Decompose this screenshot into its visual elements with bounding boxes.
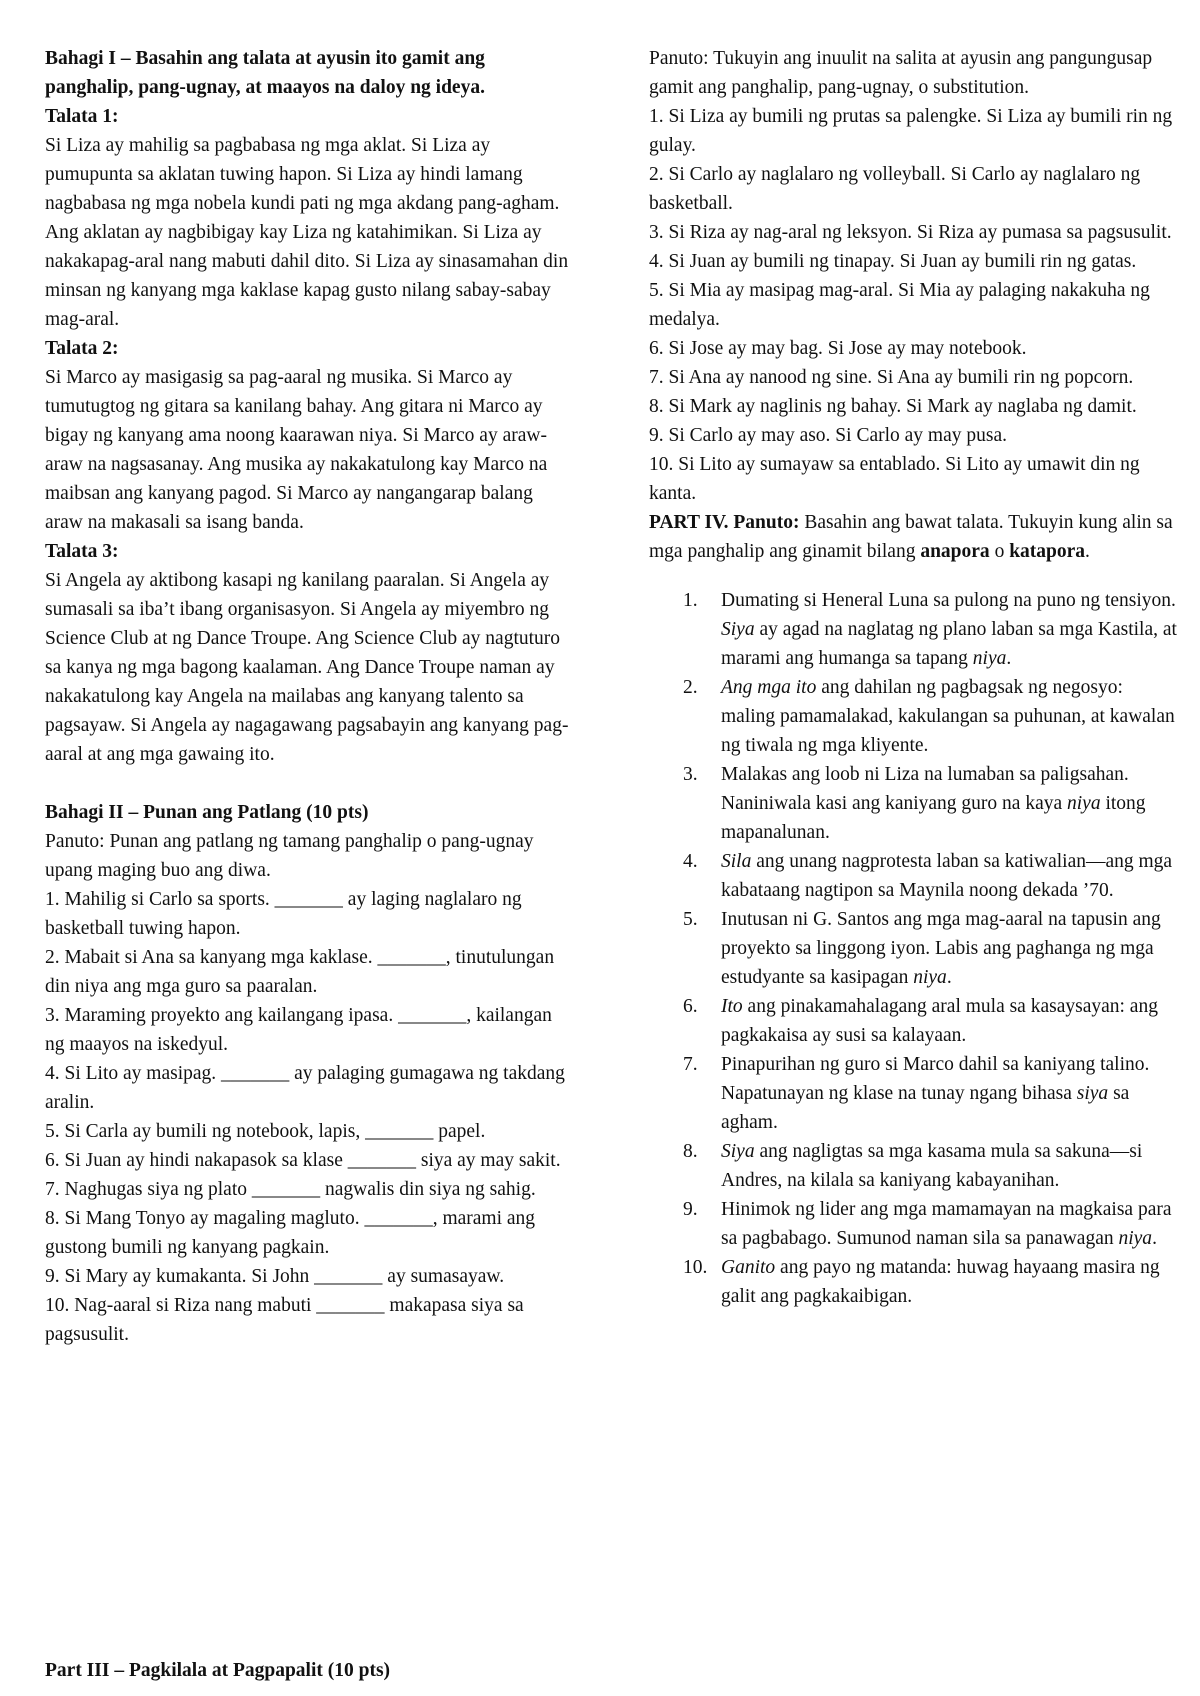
part4-instr-text: Basahin ang bawat talata. Tukuyin kung alin sa mga panghalip ang ginamit bilang [649,512,1173,562]
part3-item-9: 9. Si Carlo ay may aso. Si Carlo ay may pusa. [649,425,1007,446]
katapora-term: katapora [1009,541,1086,562]
item-text: ang payo ng matanda: huwag hayaang masira ng galit ang pagkakaibigan. [721,1257,1160,1307]
pronoun-highlight: Ang mga ito [721,677,817,698]
part2-item-8: 8. Si Mang Tonyo ay magaling magluto. _______, marami ang gustong bumili ng kanyang pagkain. [45,1208,536,1258]
part3-item-8: 8. Si Mark ay naglinis ng bahay. Si Mark ay naglaba ng damit. [649,396,1137,417]
item-number: 9. [683,1199,698,1220]
part3-item-10: 10. Si Lito ay sumayaw sa entablado. Si Lito ay umawit din ng kanta. [649,454,1140,504]
part4-item-2 [649,673,1179,760]
part3-item-7: 7. Si Ana ay nanood ng sine. Si Ana ay bumili rin ng popcorn. [649,367,1134,388]
paragraph-3-text: Si Angela ay aktibong kasapi ng kanilang paaralan. Si Angela ay sumasali sa iba’t ibang organisasyon. Si Angela ay miyembro ng Science Club at ng Dance Troupe. Ang Science Club ay nagtuturo sa kanya ng mga bagong kaalaman. Ang Dance Troupe naman ay nakakatulong kay Angela na mailabas ang kanyang talento sa pagsayaw. Si Angela ay nagagawang pagsabayin ang kanyang pag-aaral at ang mga gawaing ito. [45,570,569,765]
item-text: ang pinakamahalagang aral mula sa kasaysayan: ang pagkakaisa ay susi sa kalayaan. [721,996,1158,1046]
anapora-term: anapora [920,541,990,562]
part2-item-10: 10. Nag-aaral si Riza nang mabuti _______ makapasa siya sa pagsusulit. [45,1295,524,1345]
part3-item-1: 1. Si Liza ay bumili ng prutas sa palengke. Si Liza ay bumili rin ng gulay. [649,106,1173,156]
item-number: 2. [683,677,698,698]
part4-item-9 [649,1195,1179,1253]
item-text: . [1006,648,1012,669]
item-text: Hinimok ng lider ang mga mamamayan na magkaisa para sa pagbabago. Sumunod naman sila sa panawagan [721,1199,1172,1249]
part4-item-10 [649,1253,1179,1311]
pronoun-highlight: niya [1067,793,1101,814]
item-text: ay agad na naglatag ng plano laban sa mga Kastila, at marami ang humanga sa tapang [721,619,1177,669]
part4-instructions [649,508,1179,566]
part2-item-6: 6. Si Juan ay hindi nakapasok sa klase _______ siya ay may sakit. [45,1150,561,1171]
part4-item-5 [649,905,1179,992]
pronoun-highlight: siya [1076,1083,1109,1104]
pronoun-highlight: Ganito [721,1257,776,1278]
item-number: 10. [683,1257,708,1278]
item-number: 5. [683,909,698,930]
part4-title: PART IV. Panuto: [649,512,800,533]
paragraph-2-text: Si Marco ay masigasig sa pag-aaral ng musika. Si Marco ay tumutugtog ng gitara sa kanilang bahay. Ang gitara ni Marco ay bigay ng kanyang ama noong kaarawan niya. Si Marco ay araw-araw na nagsasanay. Ang musika ay nakakatulong kay Marco na maibsan ang kanyang pagod. Si Marco ay nangangarap balang araw na makasali sa isang banda. [45,367,548,533]
part2-item-2: 2. Mabait si Ana sa kanyang mga kaklase. _______, tinutulungan din niya ang mga guro sa paaralan. [45,947,555,997]
part3-item-3: 3. Si Riza ay nag-aral ng leksyon. Si Riza ay pumasa sa pagsusulit. [649,222,1172,243]
part2-item-7: 7. Naghugas siya ng plato _______ nagwalis din siya ng sahig. [45,1179,536,1200]
item-number: 8. [683,1141,698,1162]
part3-item-4: 4. Si Juan ay bumili ng tinapay. Si Juan ay bumili rin ng gatas. [649,251,1137,272]
paragraph-1-text: Si Liza ay mahilig sa pagbabasa ng mga aklat. Si Liza ay pumupunta sa aklatan tuwing hapon. Si Liza ay hindi lamang nagbabasa ng mga nobela kundi pati ng mga akdang pang-agham. Ang aklatan ay nagbibigay kay Liza ng katahimikan. Si Liza ay nakakapag-aral nang mabuti dahil dito. Si Liza ay sinasamahan din minsan ng kanyang mga kaklase kapag gusto nilang sabay-sabay mag-aral. [45,135,569,330]
item-text: ang nagligtas sa mga kasama mula sa sakuna—si Andres, na kilala sa kaniyang kabayanihan. [721,1141,1143,1191]
part2-item-5: 5. Si Carla ay bumili ng notebook, lapis, _______ papel. [45,1121,486,1142]
item-text: itong mapanalunan. [721,793,1146,843]
part4-item-6 [649,992,1179,1050]
part1-title: Bahagi I – Basahin ang talata at ayusin ito gamit ang panghalip, pang-ugnay, at maayos na daloy ng ideya. [45,48,485,98]
pronoun-highlight: Siya [721,619,755,640]
part3-instructions: Panuto: Tukuyin ang inuulit na salita at ayusin ang pangungusap gamit ang panghalip, pang-ugnay, o substitution. [649,48,1153,98]
right-column [649,44,1179,1311]
pronoun-highlight: niya [913,967,947,988]
item-text: Inutusan ni G. Santos ang mga mag-aaral na tapusin ang proyekto sa linggong iyon. Labis ang paghanga ng mga estudyante sa kasipagan [721,909,1161,988]
item-number: 3. [683,764,698,785]
part2-item-1: 1. Mahilig si Carlo sa sports. _______ ay laging naglalaro ng basketball tuwing hapon. [45,889,522,939]
item-text: ang unang nagprotesta laban sa katiwalian—ang mga kabataang nagtipon sa Maynila noong dekada ’70. [721,851,1173,901]
item-number: 1. [683,590,698,611]
paragraph-1-label: Talata 1: [45,106,119,127]
part2-item-3: 3. Maraming proyekto ang kailangang ipasa. _______, kailangan ng maayos na iskedyul. [45,1005,552,1055]
part2-instructions: Panuto: Punan ang patlang ng tamang panghalip o pang-ugnay upang maging buo ang diwa. [45,831,534,881]
item-text: . [1152,1228,1157,1249]
part4-item-8 [649,1137,1179,1195]
item-text: ang dahilan ng pagbagsak ng negosyo: maling pamamalakad, kakulangan sa puhunan, at kawalan ng tiwala ng mga kliyente. [721,677,1175,756]
left-column [45,44,575,1349]
part2-item-9: 9. Si Mary ay kumakanta. Si John _______ ay sumasayaw. [45,1266,505,1287]
pronoun-highlight: Ito [721,996,743,1017]
pronoun-highlight: Siya [721,1141,755,1162]
or-word: o [989,541,1010,562]
part3-item-5: 5. Si Mia ay masipag mag-aral. Si Mia ay palaging nakakuha ng medalya. [649,280,1150,330]
part4-item-1 [649,586,1179,673]
item-text: sa agham. [721,1083,1130,1133]
item-text: Pinapurihan ng guro si Marco dahil sa kaniyang talino. Napatunayan ng klase na tunay ngang bihasa [721,1054,1150,1104]
part4-instr-end: . [1085,541,1090,562]
item-number: 7. [683,1054,698,1075]
pronoun-highlight: Sila [721,851,752,872]
item-number: 4. [683,851,698,872]
part2-title: Bahagi II – Punan ang Patlang (10 pts) [45,802,369,823]
part3-title: Part III – Pagkilala at Pagpapalit (10 pts) [45,1660,391,1681]
part3-item-6: 6. Si Jose ay may bag. Si Jose ay may notebook. [649,338,1027,359]
part2-item-4: 4. Si Lito ay masipag. _______ ay palaging gumagawa ng takdang aralin. [45,1063,565,1113]
part4-item-7 [649,1050,1179,1137]
part4-list [649,586,1179,1311]
item-text: Dumating si Heneral Luna sa pulong na puno ng tensiyon. [721,590,1176,611]
item-text: . [946,967,952,988]
pronoun-highlight: niya [972,648,1007,669]
part3-item-2: 2. Si Carlo ay naglalaro ng volleyball. Si Carlo ay naglalaro ng basketball. [649,164,1141,214]
item-number: 6. [683,996,698,1017]
section-spacer [45,769,575,798]
item-text: Malakas ang loob ni Liza na lumaban sa paligsahan. Naniniwala kasi ang kaniyang guro na kaya [721,764,1129,814]
paragraph-2-label: Talata 2: [45,338,119,359]
pronoun-highlight: niya [1118,1228,1153,1249]
part4-item-3 [649,760,1179,847]
part4-item-4 [649,847,1179,905]
paragraph-3-label: Talata 3: [45,541,119,562]
